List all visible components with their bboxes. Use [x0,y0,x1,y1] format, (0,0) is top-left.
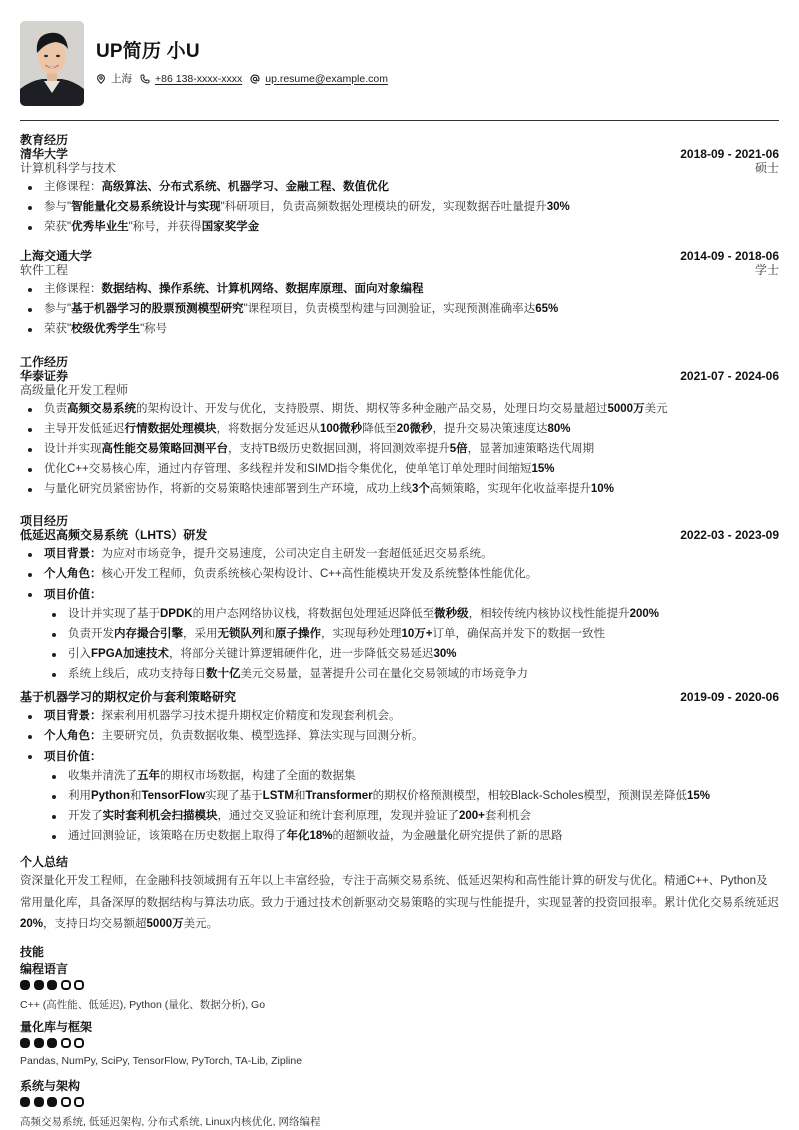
project-dates: 2019-09 - 2020-06 [680,690,779,704]
project-entry-header [20,528,779,542]
rating-dot-filled-icon [34,1038,44,1048]
degree: 硕士 [754,161,779,175]
contact-info [96,71,396,86]
list-item: 开发了实时套利机会扫描模块，通过交叉验证和统计套利原理，发现并验证了200+套利机会 [44,806,779,826]
rating-dot-empty-icon [74,1097,84,1107]
contact-location [96,71,132,86]
phone-icon [140,74,150,84]
section-title-skills: 技能 [20,945,45,959]
education-bullets [20,279,779,339]
skill-name: 系统与架构 [20,1079,81,1093]
list-item: 荣获"优秀毕业生"称号，并获得国家奖学金 [20,217,779,237]
education-entry-subheader [20,263,779,277]
work-entry-subheader [20,383,779,397]
rating-dot-empty-icon [61,1038,71,1048]
education-dates: 2014-09 - 2018-06 [680,249,779,263]
list-item: 主修课程：高级算法、分布式系统、机器学习、金融工程、数值优化 [20,177,779,197]
education-entry-subheader [20,161,779,175]
rating-dot-empty-icon [61,980,71,990]
project-bullets [20,706,779,846]
list-item: 主导开发低延迟行情数据处理模块，将数据分发延迟从100微秒降低至20微秒，提升交易决策速度达80% [20,419,779,439]
list-item: 设计并实现了基于DPDK的用户态网络协议栈，将数据包处理延迟降低至微秒级，相较传统内核协议栈性能提升200% [44,604,779,624]
rating-dot-filled-icon [20,980,30,990]
education-bullets [20,177,779,237]
education-dates: 2018-09 - 2021-06 [680,147,779,161]
section-title-education: 教育经历 [20,133,69,147]
list-item: 利用Python和TensorFlow实现了基于LSTM和Transformer的期权价格预测模型，相较Black-Scholes模型，预测误差降低15% [44,786,779,806]
work-entry-header [20,369,779,383]
email-link[interactable]: up.resume@example.com [265,72,388,85]
list-item: 通过回测验证，该策略在历史数据上取得了年化18%的超额收益，为金融量化研究提供了新的思路 [44,826,779,846]
work-dates: 2021-07 - 2024-06 [680,369,779,383]
company-name: 华泰证券 [20,369,69,383]
rating-dot-filled-icon [47,980,57,990]
contact-email [250,73,388,85]
skill-level-rating [20,1097,88,1107]
rating-dot-filled-icon [47,1097,57,1107]
phone-link[interactable]: +86 138-xxxx-xxxx [155,72,243,85]
list-item: 引入FPGA加速技术，将部分关键计算逻辑硬件化，进一步降低交易延迟30% [44,644,779,664]
work-bullets [20,399,779,499]
resume-header [20,20,396,106]
list-item: 与量化研究员紧密协作，将新的交易策略快速部署到生产环境，成功上线3个高频策略，实现年化收益率提升10% [20,479,779,499]
list-item: 项目价值： 收集并清洗了五年的期权市场数据，构建了全面的数据集 利用Python和TensorFlow实现了基于LSTM和Transformer的期权价格预测模型，相较Black-Scholes模型，预测误差降低15% 开发了实时套利机会扫描模块，通过交叉验证和统计套利原理，发现并验证了200+套利机会 通过回测验证，该策略在历史数据上取得了年化18%的超额收益，为金融量化研究提供了新的思路 [20,746,779,846]
rating-dot-filled-icon [20,1038,30,1048]
contact-phone [140,73,242,85]
candidate-name: UP简历 小U [96,41,200,62]
list-item: 个人角色：主要研究员，负责数据收集、模型选择、算法实现与回测分析。 [20,726,779,746]
location-text: 上海 [111,73,132,85]
project-entry-header [20,690,779,704]
list-item: 参与"智能量化交易系统设计与实现"科研项目，负责高频数据处理模块的研发，实现数据吞吐量提升30% [20,197,779,217]
degree: 学士 [754,263,779,277]
location-pin-icon [96,74,106,84]
skill-name: 编程语言 [20,962,69,976]
list-item: 设计并实现高性能交易策略回测平台，支持TB级历史数据回测，将回测效率提升5倍，显著加速策略迭代周期 [20,439,779,459]
at-sign-icon [250,74,260,84]
section-title-summary: 个人总结 [20,855,69,869]
rating-dot-empty-icon [74,980,84,990]
rating-dot-filled-icon [47,1038,57,1048]
skill-description: C++ (高性能、低延迟), Python (量化、数据分析), Go [20,999,266,1011]
project-dates: 2022-03 - 2023-09 [680,528,779,542]
list-item: 参与"基于机器学习的股票预测模型研究"课程项目，负责模型构建与回测验证，实现预测准确率达65% [20,299,779,319]
skill-level-rating [20,980,88,990]
list-item: 项目价值： 设计并实现了基于DPDK的用户态网络协议栈，将数据包处理延迟降低至微秒级，相较传统内核协议栈性能提升200% 负责开发内存撮合引擎，采用无锁队列和原子操作，实现每秒处理10万+订单，确保高并发下的数据一致性 引入FPGA加速技术，将部分关键计算逻辑硬件化，进一步降低交易延迟30% 系统上线后，成功支持每日数十亿美元交易量，显著提升公司在量化交易领域的市场竞争力 [20,584,779,684]
skill-level-rating [20,1038,88,1048]
list-item: 个人角色：核心开发工程师，负责系统核心架构设计、C++高性能模块开发及系统整体性能优化。 [20,564,779,584]
header-divider [20,120,779,121]
school-name: 清华大学 [20,147,69,161]
project-name: 基于机器学习的期权定价与套利策略研究 [20,690,237,704]
list-item: 优化C++交易核心库，通过内存管理、多线程并发和SIMD指令集优化，使单笔订单处理时间缩短15% [20,459,779,479]
section-title-projects: 项目经历 [20,514,69,528]
project-name: 低延迟高频交易系统（LHTS）研发 [20,528,208,542]
section-title-work: 工作经历 [20,355,69,369]
major: 计算机科学与技术 [20,161,117,175]
list-item: 主修课程：数据结构、操作系统、计算机网络、数据库原理、面向对象编程 [20,279,779,299]
list-item: 项目背景：探索利用机器学习技术提升期权定价精度和发现套利机会。 [20,706,779,726]
rating-dot-filled-icon [34,980,44,990]
list-item: 负责高频交易系统的架构设计、开发与优化，支持股票、期货、期权等多种金融产品交易，处理日均交易量超过5000万美元 [20,399,779,419]
rating-dot-filled-icon [34,1097,44,1107]
school-name: 上海交通大学 [20,249,93,263]
project-value-bullets [44,766,779,846]
skill-name: 量化库与框架 [20,1020,93,1034]
project-bullets [20,544,779,684]
skill-description: Pandas, NumPy, SciPy, TensorFlow, PyTorch, TA-Lib, Zipline [20,1055,303,1067]
avatar-photo [20,21,84,106]
list-item: 系统上线后，成功支持每日数十亿美元交易量，显著提升公司在量化交易领域的市场竞争力 [44,664,779,684]
rating-dot-filled-icon [20,1097,30,1107]
list-item: 荣获"校级优秀学生"称号 [20,319,779,339]
avatar-portrait-icon [20,21,84,106]
major: 软件工程 [20,263,69,277]
list-item: 收集并清洗了五年的期权市场数据，构建了全面的数据集 [44,766,779,786]
rating-dot-empty-icon [61,1097,71,1107]
job-title: 高级量化开发工程师 [20,383,129,397]
project-value-bullets [44,604,779,684]
list-item: 项目背景：为应对市场竞争，提升交易速度，公司决定自主研发一套超低延迟交易系统。 [20,544,779,564]
rating-dot-empty-icon [74,1038,84,1048]
list-item: 负责开发内存撮合引擎，采用无锁队列和原子操作，实现每秒处理10万+订单，确保高并发下的数据一致性 [44,624,779,644]
education-entry-header [20,147,779,161]
education-entry-header [20,249,779,263]
summary-text: 资深量化开发工程师，在金融科技领域拥有五年以上丰富经验，专注于高频交易系统、低延迟架构和高性能计算的研发与优化。精通C++、Python及常用量化库，具备深厚的数据结构与算法功底。致力于通过技术创新驱动交易策略的实现与性能提升，实现显著的投资回报率。累计优化交易系统延迟20%，支持日均交易额超5000万美元。 [20,875,779,930]
skill-description: 高频交易系统, 低延迟架构, 分布式系统, Linux内核优化, 网络编程 [20,1116,321,1128]
